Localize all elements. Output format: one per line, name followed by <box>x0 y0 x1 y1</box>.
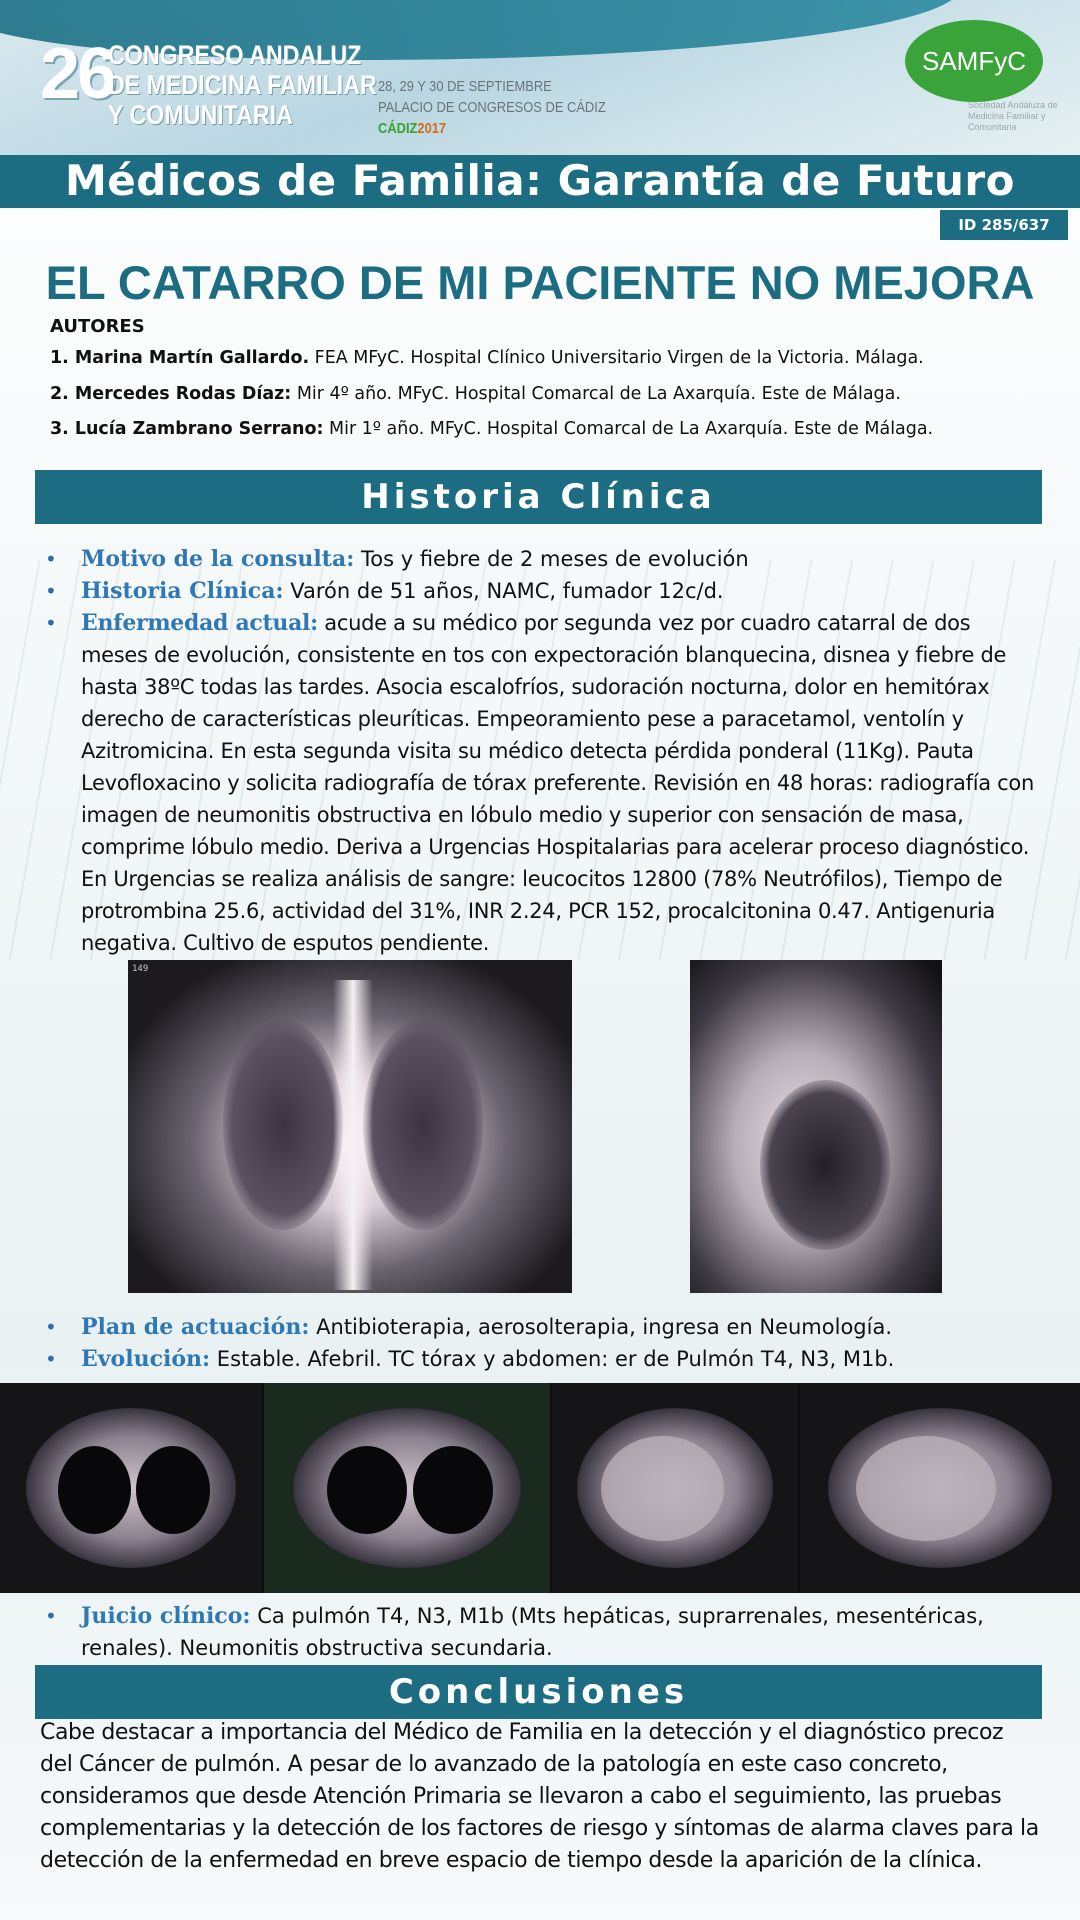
xray-right-lung <box>363 1020 483 1230</box>
congress-title-line: CONGRESO ANDALUZ <box>108 40 362 70</box>
samfyc-logo <box>905 20 1043 102</box>
city-text: CÁDIZ <box>378 120 418 137</box>
bullet-evolucion <box>45 1343 1035 1375</box>
author-affiliation: Mir 4º año. MFyC. Hospital Comarcal de La Axarquía. Este de Málaga. <box>291 383 901 404</box>
bullet-plan <box>45 1311 1035 1343</box>
logo-subtitle: Sociedad Andaluza de Medicina Familiar y Comunitaria <box>968 100 1058 132</box>
congress-dates <box>378 76 606 139</box>
bullet-enfermedad <box>45 607 1035 959</box>
chest-xray-pa-image <box>128 960 572 1293</box>
motivo-text: Tos y fiebre de 2 meses de evolución <box>354 547 749 571</box>
ct-scan-strip <box>0 1383 1080 1593</box>
congress-title <box>108 40 377 130</box>
bullet-icon: • <box>45 547 57 571</box>
ct-scan-image <box>552 1383 798 1593</box>
ct-scan-image <box>264 1383 550 1593</box>
juicio-text: Ca pulmón T4, N3, M1b (Mts hepáticas, suprarrenales, mesentéricas, renales). Neumonitis obstructiva secundaria. <box>81 1604 984 1660</box>
venue-text: PALACIO DE CONGRESOS DE CÁDIZ <box>378 99 606 116</box>
logo-text: SAMFyC <box>922 45 1026 76</box>
historia-text: Varón de 51 años, NAMC, fumador 12c/d. <box>283 579 724 603</box>
bullet-icon: • <box>45 1604 57 1628</box>
xray-left-lung <box>223 1020 343 1230</box>
juicio-label: Juicio clínico: <box>81 1603 251 1629</box>
bullet-icon: • <box>45 611 57 635</box>
author-name: 1. Marina Martín Gallardo. <box>50 347 310 368</box>
conclusiones-heading: Conclusiones <box>35 1665 1042 1719</box>
city-year <box>378 118 606 139</box>
ct-liver <box>601 1436 724 1541</box>
author-line <box>50 344 924 372</box>
bullet-icon: • <box>45 1347 57 1371</box>
ct-lung-right <box>136 1446 209 1534</box>
slogan-text: Médicos de Familia: Garantía de Futuro <box>65 156 1015 205</box>
author-affiliation: FEA MFyC. Hospital Clínico Universitario Virgen de la Victoria. Málaga. <box>309 347 924 368</box>
bullet-juicio <box>45 1600 1035 1664</box>
historia-label: Historia Clínica: <box>81 578 284 604</box>
xray-label: 149 <box>132 964 149 974</box>
historia-clinica-heading: Historia Clínica <box>35 470 1042 524</box>
bullet-historia <box>45 575 1035 607</box>
motivo-label: Motivo de la consulta: <box>81 546 355 572</box>
author-line <box>50 415 933 443</box>
author-name: 3. Lucía Zambrano Serrano: <box>50 418 324 439</box>
author-line <box>50 380 901 408</box>
author-affiliation: Mir 1º año. MFyC. Hospital Comarcal de La Axarquía. Este de Málaga. <box>323 418 934 439</box>
xray-lateral-lung <box>760 1080 890 1250</box>
congress-title-line: Y COMUNITARIA <box>108 100 293 130</box>
author-name: 2. Mercedes Rodas Díaz: <box>50 383 292 404</box>
ct-scan-image <box>0 1383 262 1593</box>
bullet-icon: • <box>45 579 57 603</box>
plan-label: Plan de actuación: <box>81 1314 310 1340</box>
authors-heading: AUTORES <box>50 316 145 337</box>
xray-mediastinum <box>333 980 373 1290</box>
ct-lung-right <box>413 1446 493 1534</box>
ct-lung-left <box>327 1446 407 1534</box>
congress-number: 26 <box>40 34 115 114</box>
evolucion-label: Evolución: <box>81 1346 211 1372</box>
ct-scan-image <box>800 1383 1080 1593</box>
enfermedad-text: acude a su médico por segunda vez por cuadro catarral de dos meses de evolución, consistente en tos con expectoración blanquecina, disnea y fiebre de hasta 38ºC todas las tardes. Asocia escalofríos, sudoración nocturna, dolor en hemitórax derecho de características pleuríticas. Empeoramiento pese a paracetamol, ventolín y Azitromicina. En esta segunda visita su médico detecta pérdida ponderal (11Kg). Pauta Levofloxacino y solicita radiografía de tórax preferente. Revisión en 48 horas: radiografía con imagen de neumonitis obstructiva en lóbulo medio y superior con sensación de masa, comprime lóbulo medio. Deriva a Urgencias Hospitalarias para acelerar proceso diagnóstico. En Urgencias se realiza análisis de sangre: leucocitos 12800 (78% Neutrófilos), Tiempo de protrombina 25.6, actividad del 31%, INR 2.24, PCR 152, procalcitonina 0.47. Antigenuria negativa. Cultivo de esputos pendiente. <box>81 611 1034 955</box>
ct-lung-left <box>58 1446 131 1534</box>
evolucion-text: Estable. Afebril. TC tórax y abdomen: er de Pulmón T4, N3, M1b. <box>210 1347 895 1371</box>
dates-text: 28, 29 Y 30 DE SEPTIEMBRE <box>378 78 552 95</box>
enfermedad-label: Enfermedad actual: <box>81 610 318 636</box>
year-text: 2017 <box>417 120 447 137</box>
bullet-icon: • <box>45 1315 57 1339</box>
poster-id-badge: ID 285/637 <box>940 210 1068 240</box>
poster-title: EL CATARRO DE MI PACIENTE NO MEJORA <box>45 256 1035 309</box>
congress-title-line: DE MEDICINA FAMILIAR <box>108 70 377 100</box>
chest-xray-lateral-image <box>690 960 942 1293</box>
plan-text: Antibioterapia, aerosolterapia, ingresa en Neumología. <box>309 1315 893 1339</box>
bullet-motivo <box>45 543 1035 575</box>
conclusiones-text: Cabe destacar a importancia del Médico de Familia en la detección y el diagnóstico precoz del Cáncer de pulmón. A pesar de lo avanzado de la patología en este caso concreto, consideramos que desde Atención Primaria se llevaron a cabo el seguimiento, las pruebas complementarias y la detección de los factores de riesgo y síntomas de alarma claves para la detección de la enfermedad en breve espacio de tiempo desde la aparición de la clínica. <box>40 1720 1039 1873</box>
ct-liver <box>856 1436 996 1541</box>
